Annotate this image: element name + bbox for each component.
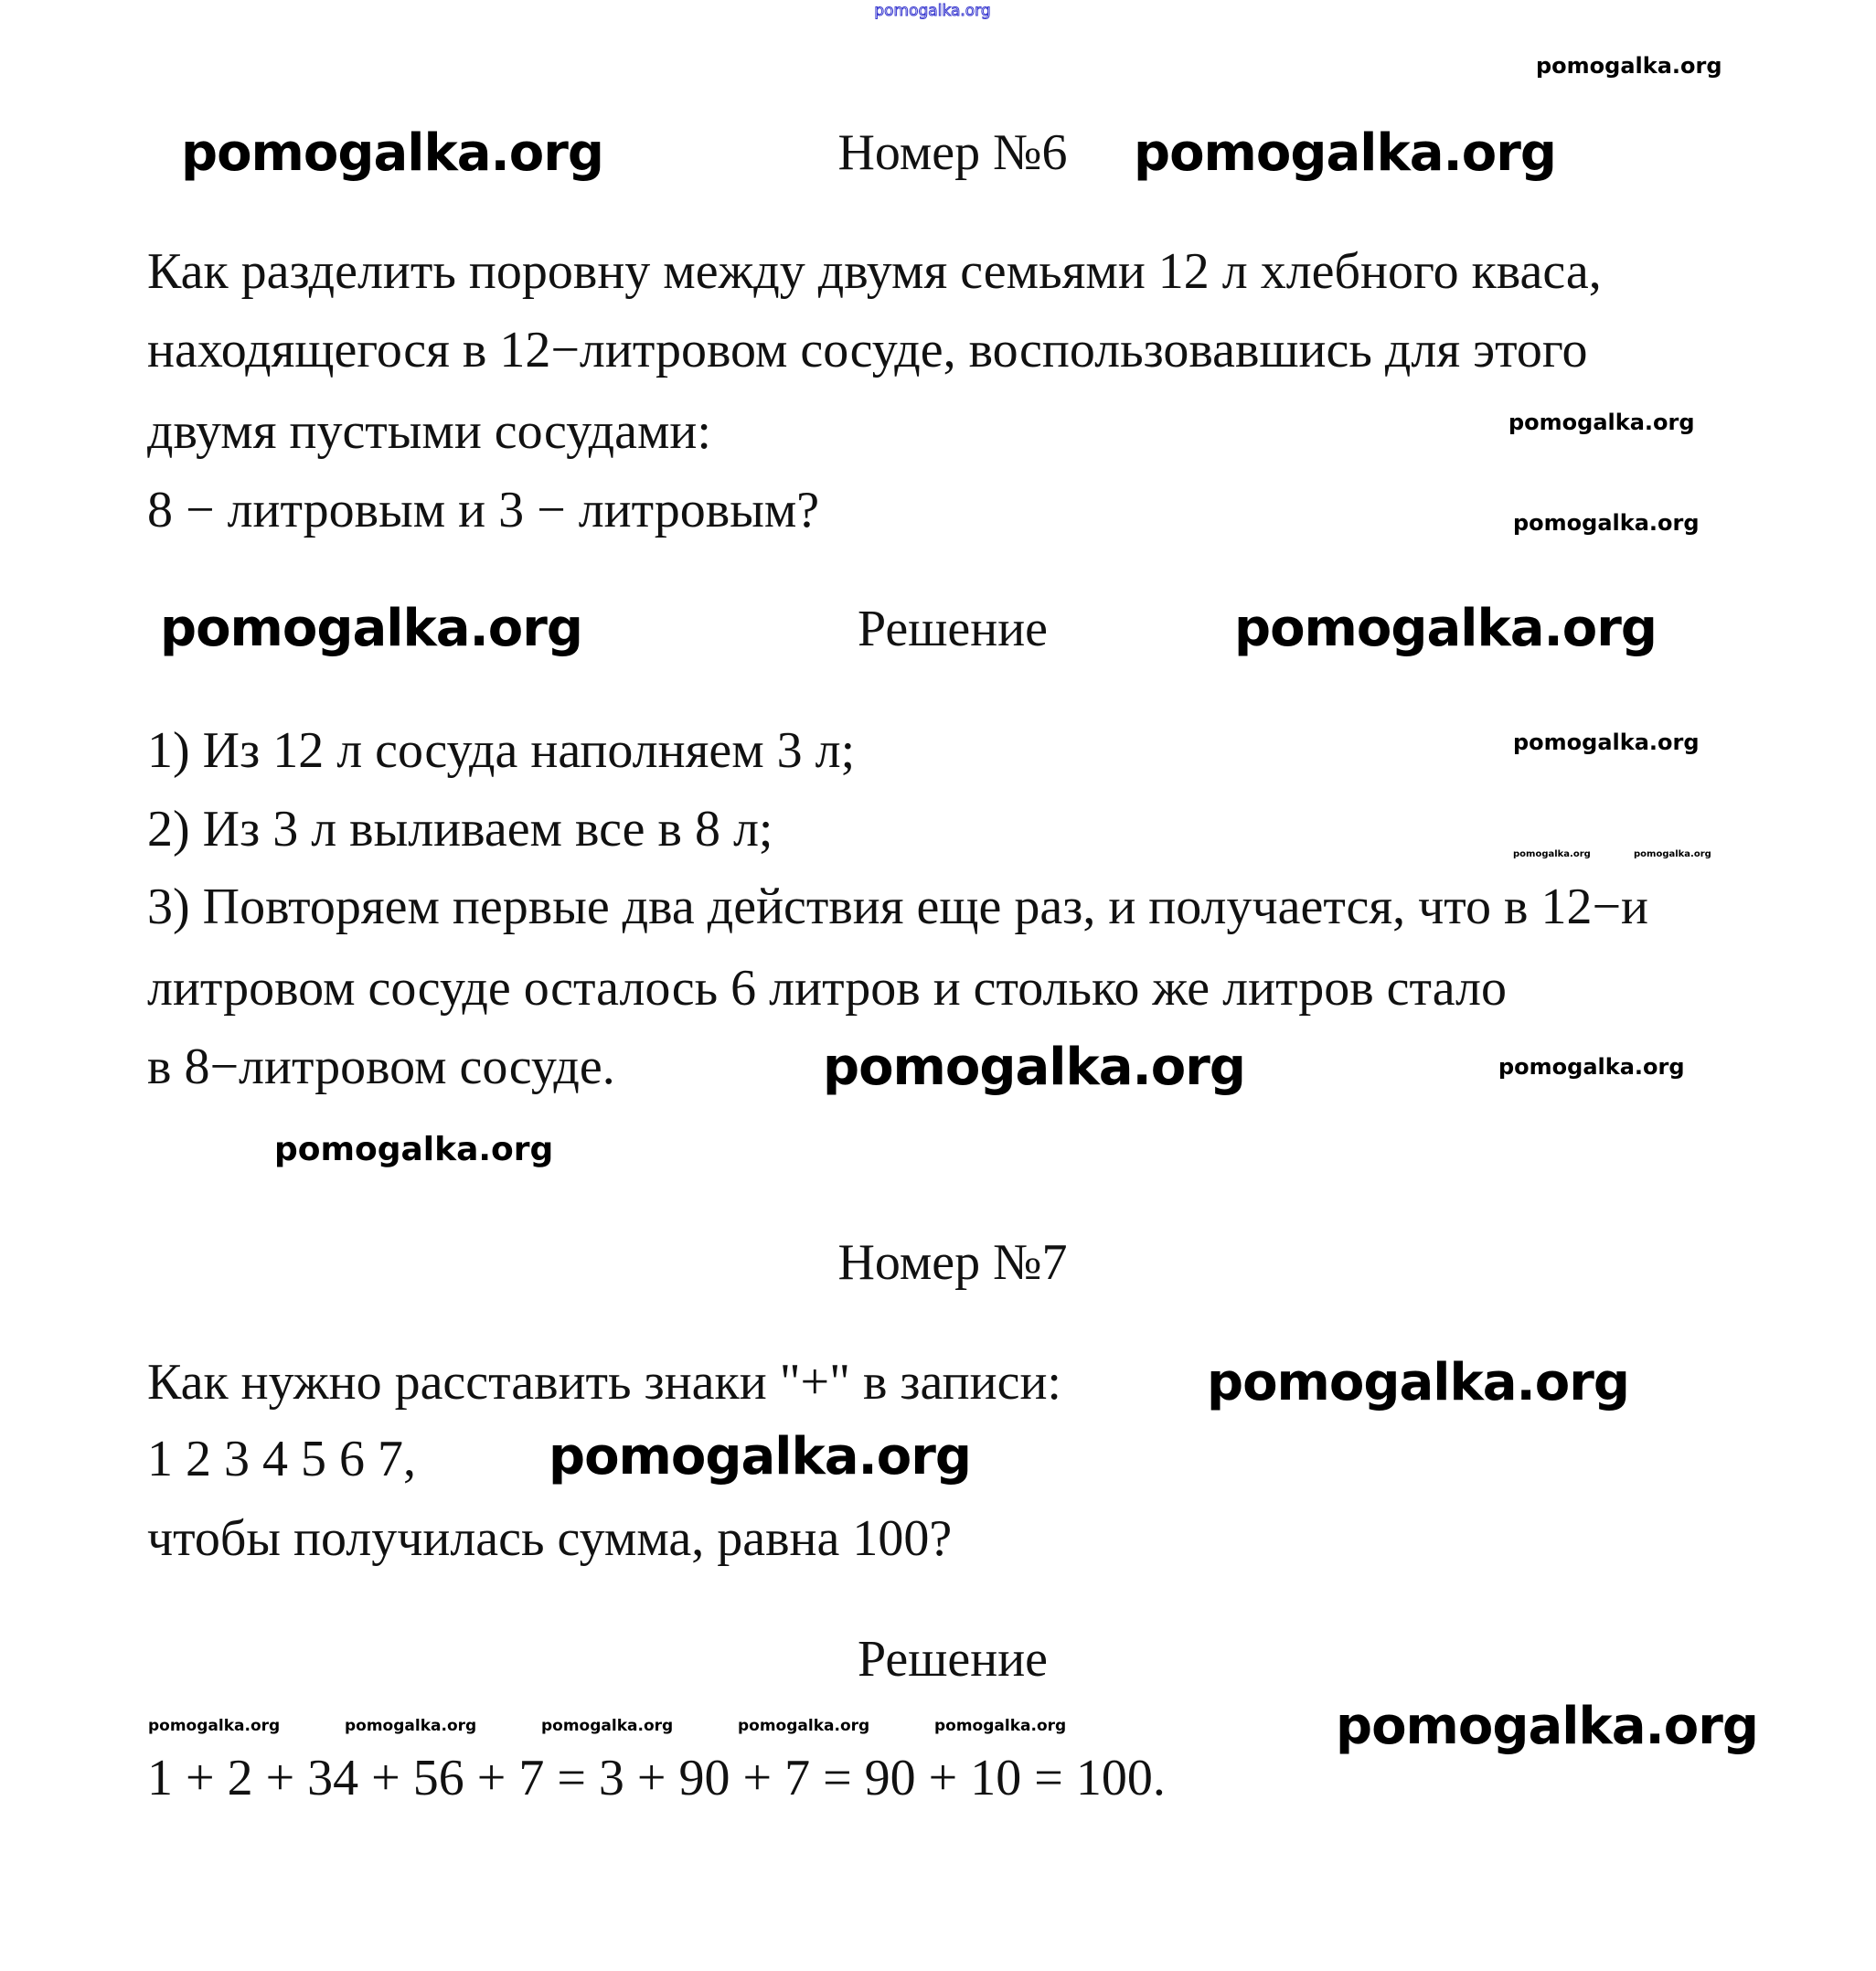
problem6-solution-title: Решение — [857, 601, 1049, 657]
watermark: pomogalka.org — [934, 1717, 1067, 1735]
problem6-solution-line: 3) Повторяем первые два действия еще раз, и получается, что в 12−и — [147, 879, 1649, 935]
problem7-title: Номер №7 — [837, 1234, 1068, 1291]
problem7-question-line: 1 2 3 4 5 6 7, — [147, 1431, 416, 1487]
watermark: pomogalka.org — [1498, 1054, 1685, 1080]
watermark: pomogalka.org — [541, 1717, 674, 1735]
problem6-question-line: 8 − литровым и 3 − литровым? — [147, 482, 820, 538]
watermark: pomogalka.org — [1134, 123, 1556, 183]
watermark: pomogalka.org — [1634, 849, 1711, 859]
watermark: pomogalka.org — [1536, 53, 1722, 79]
problem6-solution-line: 2) Из 3 л выливаем все в 8 л; — [147, 801, 773, 858]
watermark: pomogalka.org — [1234, 599, 1657, 658]
watermark: pomogalka.org — [1513, 849, 1591, 859]
watermark: pomogalka.org — [181, 123, 603, 183]
watermark: pomogalka.org — [160, 599, 582, 658]
watermark: pomogalka.org — [1508, 410, 1695, 435]
problem7-question-line: чтобы получилась сумма, равна 100? — [147, 1510, 953, 1567]
watermark: pomogalka.org — [738, 1717, 870, 1735]
problem7-solution-title: Решение — [857, 1631, 1049, 1688]
watermark: pomogalka.org — [148, 1717, 281, 1735]
problem6-question-line: Как разделить поровну между двумя семьями 12 л хлебного кваса, — [147, 243, 1602, 300]
watermark: pomogalka.org — [1513, 510, 1700, 536]
problem7-question-line: Как нужно расставить знаки "+" в записи: — [147, 1354, 1061, 1411]
watermark: pomogalka.org — [274, 1131, 554, 1168]
watermark: pomogalka.org — [549, 1427, 971, 1486]
watermark: pomogalka.org — [345, 1717, 477, 1735]
watermark: pomogalka.org — [1207, 1353, 1629, 1412]
problem6-solution-line: в 8−литровом сосуде. — [147, 1039, 615, 1095]
problem6-solution-line: 1) Из 12 л сосуда наполняем 3 л; — [147, 722, 856, 779]
problem6-title: Номер №6 — [837, 124, 1068, 181]
problem7-solution: 1 + 2 + 34 + 56 + 7 = 3 + 90 + 7 = 90 + 10 = 100. — [147, 1750, 1166, 1806]
watermark: pomogalka.org — [1336, 1697, 1758, 1756]
problem6-solution-line: литровом сосуде осталось 6 литров и столько же литров стало — [147, 960, 1507, 1017]
problem6-question-line: двумя пустыми сосудами: — [147, 403, 711, 460]
problem6-question-line: находящегося в 12−литровом сосуде, воспользовавшись для этого — [147, 322, 1588, 378]
watermark: pomogalka.org — [823, 1038, 1245, 1097]
top-watermark: pomogalka.org — [874, 2, 991, 20]
watermark: pomogalka.org — [1513, 730, 1700, 755]
